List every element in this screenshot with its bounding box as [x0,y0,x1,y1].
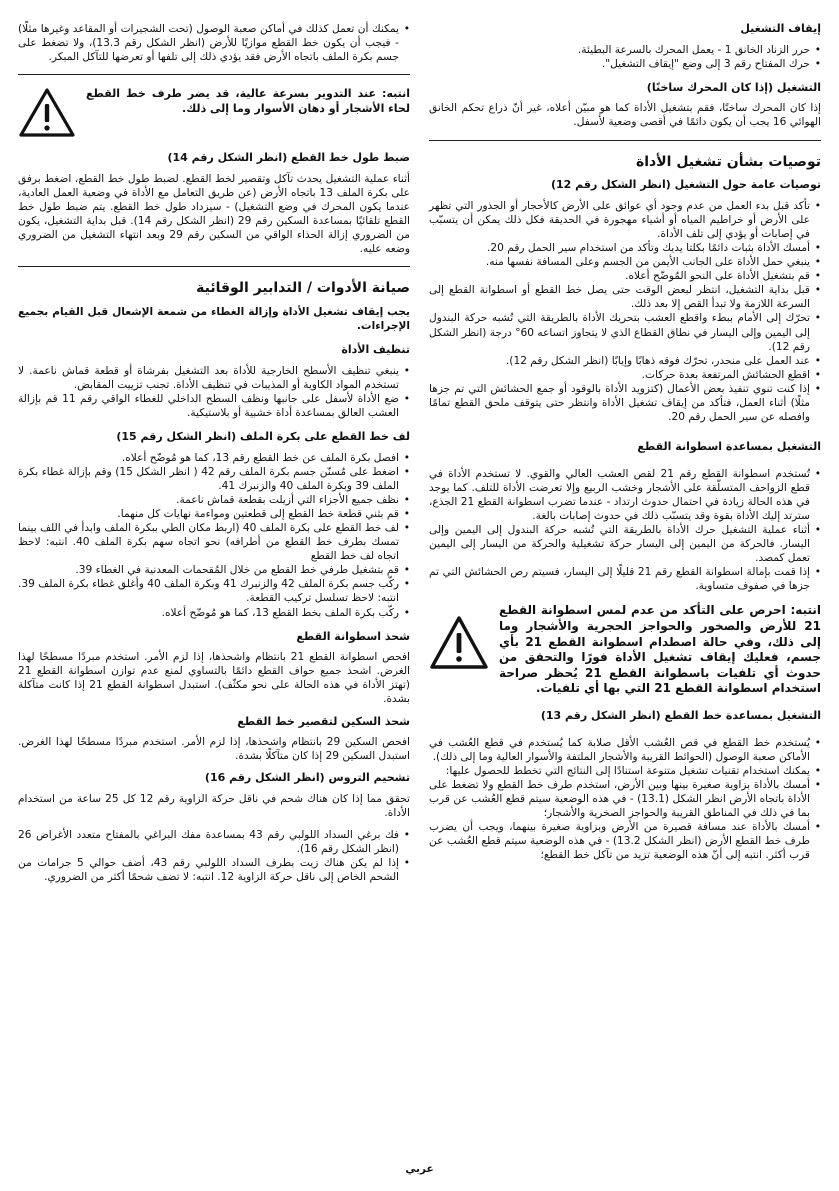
gear-heading: تشحيم التروس (انظر الشكل رقم 16) [204,771,410,785]
section-divider [429,140,821,141]
left-column [18,22,410,894]
list-item: • ينبغي تنظيف الأسطح الخارجية للأداة بعد التشغيل بفرشاة أو قطعة قماش ناعمة. لا تستخدم المواد الكاوية أو المذيبات في تنظيف الأداة. تجنب تزييت المقابض. [18,364,410,392]
gear-text: تحقق مما إذا كان هناك شحم في ناقل حركة الزاوية رقم 12 كل 25 ساعة من استخدام الأداة. [18,792,410,820]
blade-warning-text: انتبه: احرص على التأكد من عدم لمس اسطوانة القطع 21 للأرض والصخور والحواجز الحجرية والأشجار وما إلى ذلك، وفي حالة اصطدام اسطوانة القطع 21 بأي جسم، فعليك إيقاف تشغيل الأداة فورًا والتحقق من حدوث أي تلفيات باسطوانة القطع 21 يُحظر صراحة استخدام اسطوانة القطع 21 التي بها أي تلفيات. [499,603,822,696]
speed-warning [18,87,410,139]
wind-list [18,451,410,620]
knife-text: افحص السكين 29 بانتظام واشحذها، إذا لزم الأمر. استخدم مبردًا مسطحًا لهذا الغرض. استبدل السكين 29 إذا كان متآكلًا بشدة. [18,736,410,763]
adjust-heading: ضبط طول خط القطع (انظر الشكل رقم 14) [167,151,410,165]
section-divider [18,266,410,267]
list-item: • قم بثني قطعة خط القطع إلى قطعتين ومواءمة نهايات كل منهما. [18,507,410,521]
gear-list [18,828,410,884]
stop-list [429,43,821,71]
wind-heading: لف خط القطع على بكرة الملف (انظر الشكل رقم 15) [116,430,410,444]
list-item: • أمسك الأداة بثبات دائمًا بكلتا يديك وتأكد من استخدام سير الحمل رقم 20. [429,241,821,255]
list-item: • اضغط على مُسنّن جسم بكرة الملف رقم 42 ( انظر الشكل 15) وقم بإزالة غطاء بكرة الملف 39 وبكرة الملف 40 والزنبرك 41. [18,465,410,493]
section-divider [18,74,410,75]
list-item: • فك برغي السداد اللولبي رقم 43 بمساعدة مفك البراغي بالمفتاح متعدد الأغراض 26 (انظر الشكل رقم 16). [18,828,410,856]
tips-heading: توصيات بشأن تشغيل الأداة [635,153,821,170]
maintenance-heading: صيانة الأدوات / التدابير الوقائية [196,280,410,297]
list-item: • يمكنك أن تعمل كذلك في أماكن صعبة الوصول (تحت الشجيرات أو المقاعد وغيرها مثلًا) - فيجب أن يكون خط القطع موازيًا للأرض (انظر الشكل رقم 13.3)، ولا تضغط على جسم بكرة الملف باتجاه الأرض فقد يؤدي ذلك إلى تلفها أو تعرضها للتآكل المبكر. [18,22,410,64]
list-item: • أمسك بالأداة عند مسافة قصيرة من الأرض وبزاوية صغيرة بينهما، ويجب أن يضرب طرف خط القطع الأرض (انظر الشكل 13.2) - في هذه الوضعية سيتم قطع العُشب عن قرب أكثر. انتبه إلى أنّ هذه الوضعية تزيد من تآكل خط القطع؛ [429,820,821,862]
list-item: • حرك المفتاح رقم 3 إلى وضع "إيقاف التشغيل". [429,57,821,71]
line-list [429,736,821,863]
clean-heading: تنظيف الأداة [341,343,410,357]
list-item: • قم بتشغيل طرفي خط القطع من خلال المُقحمات المعدنية في الغطاء 39. [18,563,410,577]
line-continued-list [18,22,410,64]
list-item: • قم بتشغيل الأداة على النحو المُوضّح أعلاه. [429,269,821,283]
warning-triangle-icon [429,615,489,671]
warning-triangle-icon [18,87,76,139]
page-footer-language: عربي [405,1163,434,1176]
tips-general-heading: توصيات عامة حول التشغيل (انظر الشكل رقم 12) [550,178,821,192]
line-section [429,709,821,862]
stop-heading: إيقاف التشغيل [740,22,821,35]
list-item: • يمكنك استخدام تقنيات تشغيل متنوعة استنادًا إلى النتائج التي تخطط للحصول عليها: [429,764,821,778]
clean-list [18,364,410,420]
speed-warning-text: انتبه: عند التدوير بسرعة عالية، قد يضر طرف خط القطع لحاء الأشجار أو دهان الأسوار وما إلى ذلك. [86,87,410,115]
list-item: • ينبغي حمل الأداة على الجانب الأيمن من الجسم وعلى المسافة نفسها منه. [429,255,821,269]
line-heading: التشغيل بمساعدة خط القطع (انظر الشكل رقم 13) [540,708,821,722]
list-item: • إذا لم يكن هناك زيت بطرف السداد اللولبي رقم 43، أضف حوالي 5 جرامات من الشحم الخاص إلى ناقل حركة الزاوية 12. انتبه: لا تضف شحمًا أكثر من الضروري. [18,856,410,884]
blade-section [429,440,821,697]
list-item: • تُستخدم اسطوانة القطع رقم 21 لقص العشب العالي والقوي. لا تستخدم الأداة في قطع الزواحف المتسلّقة على الأشجار وخشب الربيع وإلا تعرضت الأداة للتلف. كما يوجد في هذه الحالة زيادة في احتمال حدوث ارتداد - عندما تضرب اسطوانة القطع 21 الجذع، سترتد إليك الأداة بقوة وقد يتسبّب ذلك في حدوث إصابات بالغة. [429,467,821,523]
list-item: • افصل بكرة الملف عن خط القطع رقم 13، كما هو مُوضّح أعلاه. [18,451,410,465]
list-item: • تحرّك إلى الأمام ببطء واقطع العشب بتحريك الأداة بالطريقة التي تُشبه حركة البندول إلى اليمين وإلى اليسار في نطاق القطاع الذي لا يتجاوز اتساعه 60° درجة (انظر الشكل رقم 12). [429,311,821,353]
list-item: • نظف جميع الأجزاء التي أزيلت بقطعة قماش ناعمة. [18,493,410,507]
list-item: • تأكد قبل بدء العمل من عدم وجود أي عوائق على الأرض كالأحجار أو الجذور التي تظهر على الأرض أو خراطيم المياه أو أشياء مهجورة في الحديقة فكل ذلك يمكن أن يتسبّب في إصابات أو يؤدي إلى تلف الأداة. [429,199,821,241]
list-item: • قبل بداية التشغيل، انتظر لبعض الوقت حتى يصل خط القطع أو اسطوانة القطع إلى السرعة اللازمة ولا تبدأ القص إلا بعد ذلك. [429,283,821,311]
maintenance-intro: يجب إيقاف تشغيل الأداة وإزالة الغطاء من شمعة الإشعال قبل القيام بجميع الإجراءات. [18,305,410,333]
list-item: • اقطع الحشائش المرتفعة بعدة حركات. [429,368,821,382]
adjust-section [18,151,410,256]
list-item: • إذا كنت تنوي تنفيذ بعض الأعمال (كتزويد الأداة بالوقود أو جمع الحشائش التي تم جزها مثلًا) أثناء العمل، فتأكد من إيقاف تشغيل الأداة وانتظر حتى يتوقف ملحق القطع تمامًا وافصله عن سير الحمل رقم 20. [429,382,821,424]
sharpen-text: افحص اسطوانة القطع 21 بانتظام واشحذها، إذا لزم الأمر. استخدم مبردًا مسطحًا لهذا الغرض. اشحذ جميع حواف القطع دائمًا بالتساوي لمنع عدم توازن اسطوانة القطع 21 (تهتز الأداة في هذه الحالة على نحو مكثّف). استبدل اسطوانة القطع 21 إذا كانت متآكلة بشدة. [18,651,410,706]
right-column [429,22,821,872]
hot-start-section [429,81,821,130]
blade-heading: التشغيل بمساعدة اسطوانة القطع [637,440,821,454]
adjust-text: أثناء عملية التشغيل يحدث تآكل وتقصير لخط القطع. لضبط طول خط القطع، اضغط برفق على بكرة الملف 13 باتجاه الأرض (عن طريق التعامل مع الأداة في وضعية العمل العادية، عندما يكون المحرك في وضع التشغيل) - سيزداد طول خط القطع. يتم ضبط طول خط القطع تلقائيًا بمساعدة السكين رقم 29 (انظر الشكل رقم 14). قبل بداية التشغيل، يكون من الضروري إزالة الحذاء الواقي من السكين رقم 29 وبعد انتهاء التشغيل من الضروري وضعه عليه. [18,172,410,256]
list-item: • يُستخدم خط القطع في قص العُشب الأقل صلابة كما يُستخدم في قطع العُشب في الأماكن صعبة الوصول (الحوائط القريبة والأشجار الملتفة والأسوار العالية وما إلى ذلك). [429,736,821,764]
tips-section [429,153,821,424]
list-item: • ضع الأداة لأسفل على جانبها ونظف السطح الداخلي للغطاء الواقي رقم 11 قم بإزالة العشب العالق بمساعدة أداة خشبية أو بلاستيكية. [18,392,410,420]
list-item: • لف خط القطع على بكرة الملف 40 (اربط مكان الطي ببكرة الملف وابدأ في اللف بينما تمسك بطرف خط القطع من أطرافه) نحو اتجاه سهم بكرة الملف 40. انتبه: لاحظ اتجاه لف خط القطع [18,521,410,563]
list-item: • حرر الزناد الخانق 1 - يعمل المحرك بالسرعة البطيئة. [429,43,821,57]
list-item: • عند العمل على منحدر، تحرّك فوقه ذهابًا وإيابًا (انظر الشكل رقم 12). [429,354,821,368]
blade-warning [429,603,821,697]
sharpen-heading: شحذ اسطوانة القطع [296,629,410,643]
hot-start-heading: التشغيل (إذا كان المحرك ساخنًا) [646,80,821,94]
blade-list [429,467,821,594]
list-item: • أثناء عملية التشغيل حرك الأداة بالطريقة التي تُشبه حركة البندول إلى اليمين وإلى اليسار. فالحركة من اليمين إلى اليسار حركة تشغيلية والحركة من اليسار إلى اليمين تعمل كمصد. [429,523,821,565]
list-item: • ركّب بكرة الملف بخط القطع 13، كما هو مُوضّح أعلاه. [18,606,410,620]
maintenance-section [18,279,410,884]
list-item: • ركّب جسم بكرة الملف 42 والزنبرك 41 وبكرة الملف 40 وأغلق غطاء بكرة الملف 39. انتبه: لاحظ تسلسل تركيب القطعة. [18,577,410,605]
tips-list [429,199,821,424]
list-item: • أمسك بالأداة بزاوية صغيرة بينها وبين الأرض، استخدم طرف خط القطع ولا تضغط على الأداة باتجاه الأرض انظر الشكل (13.1) - في هذه الوضعية سيتم قطع العُشب عن قرب بما في ذلك في المناطق القريبة والحواجز الصخرية والأشجار؛ [429,778,821,820]
stop-section [429,22,821,71]
knife-heading: شحذ السكين لتقصير خط القطع [237,714,410,728]
hot-start-text: إذا كان المحرك ساخنًا، فقم بتشغيل الأداة كما هو مبيّن أعلاه، غير أنّ ذراع تحكم الخانق الهوائي 16 يجب أن يكون دائمًا في أقصى وضعية لأسفل. [429,102,821,129]
list-item: • إذا قمت بإمالة اسطوانة القطع رقم 21 قليلًا إلى اليسار، فسيتم رص الحشائش التي تم جزها في صفوف متساوية. [429,565,821,593]
